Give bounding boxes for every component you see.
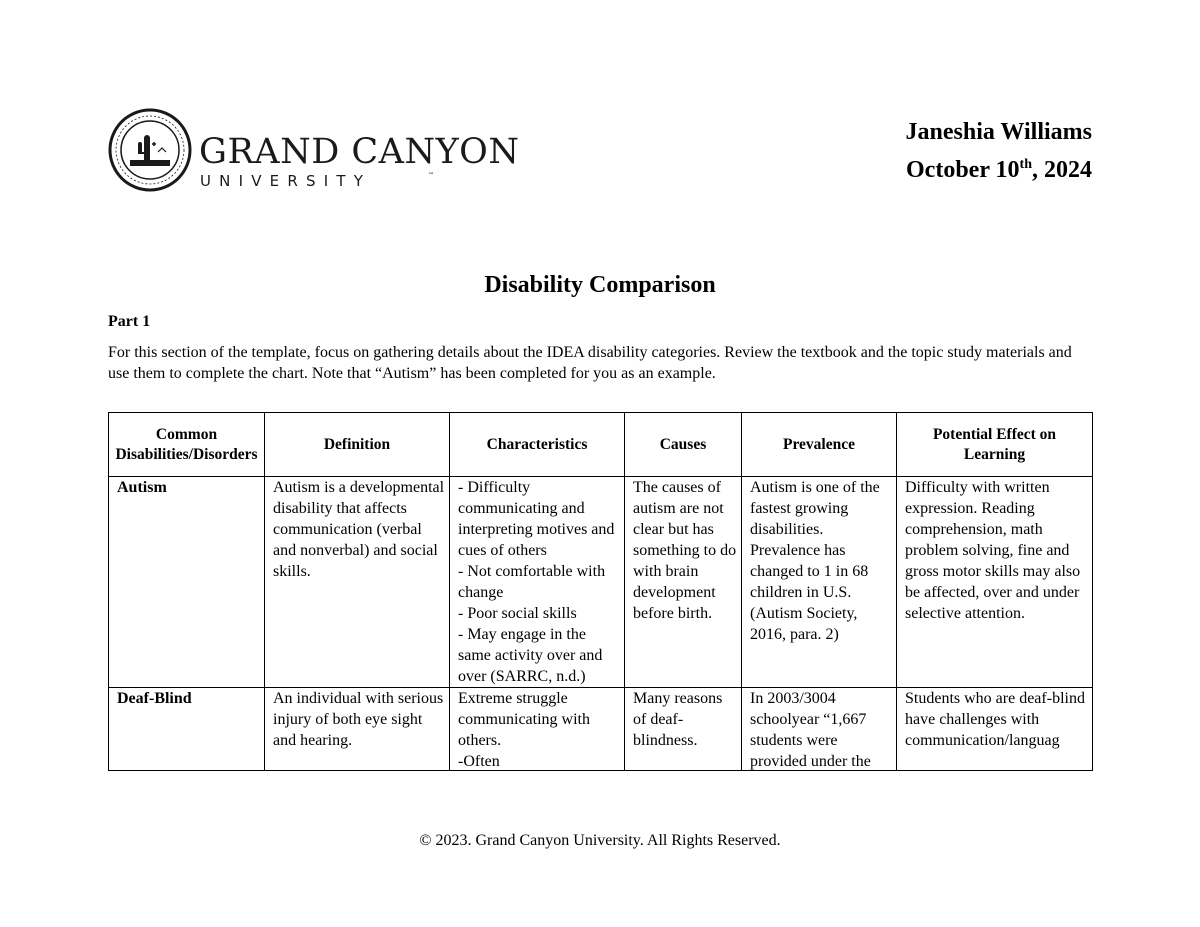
- disability-name-cell: Autism: [109, 477, 265, 688]
- document-date: [906, 151, 1093, 189]
- definition-cell: [265, 688, 450, 771]
- author-name: Janeshia Williams: [905, 119, 1092, 145]
- column-header: Prevalence: [742, 413, 897, 477]
- page-title: Disability Comparison: [484, 272, 716, 298]
- author-block: [906, 113, 1093, 189]
- part-heading: Part 1: [108, 313, 151, 330]
- column-header: Potential Effect on Learning: [897, 413, 1093, 477]
- table-row: [109, 688, 1093, 771]
- column-header: Definition: [265, 413, 450, 477]
- copyright-footer: © 2023. Grand Canyon University. All Rights Reserved.: [419, 832, 781, 849]
- characteristics-cell: [450, 688, 625, 771]
- date-year: , 2024: [1032, 157, 1092, 183]
- learning-effect-cell: [897, 688, 1093, 771]
- table-header-row: [109, 413, 1093, 477]
- causes-cell: The causes of autism are not clear but has something to do with brain development before birth.: [625, 477, 742, 688]
- cell-text: Many reasons of deaf-blindness.: [633, 690, 723, 749]
- cell-text: An individual with serious injury of both eye sight and hearing.: [273, 690, 444, 749]
- cell-text: [458, 688, 622, 770]
- characteristic-item: - Not comfortable with change: [458, 563, 606, 601]
- disability-name-cell: [109, 688, 265, 771]
- date-month-day: October 10: [906, 157, 1020, 183]
- university-logo: [108, 108, 520, 194]
- characteristic-item: -Often: [458, 753, 500, 770]
- characteristic-item: - Poor social skills: [458, 605, 577, 622]
- prevalence-cell: Autism is one of the fastest growing disabilities. Prevalence has changed to 1 in 68 children in U.S. (Autism Society, 2016, para. 2): [742, 477, 897, 688]
- column-header: Causes: [625, 413, 742, 477]
- date-ordinal: th: [1019, 157, 1032, 172]
- disability-comparison-table: [108, 412, 1093, 771]
- prevalence-cell: [742, 688, 897, 771]
- university-seal-icon: [108, 108, 192, 192]
- column-header: Characteristics: [450, 413, 625, 477]
- learning-effect-cell: Difficulty with written expression. Reading comprehension, math problem solving, fine and gross motor skills may also be affected, over and under selective attention.: [897, 477, 1093, 688]
- characteristics-cell: [450, 477, 625, 688]
- cell-text: In 2003/3004 schoolyear “1,667 students were provided under the: [750, 690, 871, 770]
- logo-subtitle: UNIVERSITY: [200, 172, 372, 190]
- causes-cell: [625, 688, 742, 771]
- intro-paragraph: For this section of the template, focus on gathering details about the IDEA disability categories. Review the textbook and the topic study materials and use them to complete the chart. Note that “Autism” has been completed for you as an example.: [108, 344, 1072, 382]
- logo-wordmark: GRAND CANYON: [199, 132, 520, 172]
- cell-text: Students who are deaf-blind have challenges with communication/languag: [905, 690, 1085, 749]
- characteristic-item: - May engage in the same activity over and over (SARRC, n.d.): [458, 626, 603, 685]
- cell-text: Deaf-Blind: [117, 690, 192, 707]
- characteristic-item: - Difficulty communicating and interpreting motives and cues of others: [458, 479, 615, 559]
- characteristic-item: Extreme struggle communicating with others.: [458, 690, 590, 749]
- definition-cell: Autism is a developmental disability that affects communication (verbal and nonverbal) and social skills.: [265, 477, 450, 688]
- logo-trademark: ™: [428, 172, 434, 179]
- table-row: [109, 477, 1093, 688]
- column-header: Common Disabilities/Disorders: [109, 413, 265, 477]
